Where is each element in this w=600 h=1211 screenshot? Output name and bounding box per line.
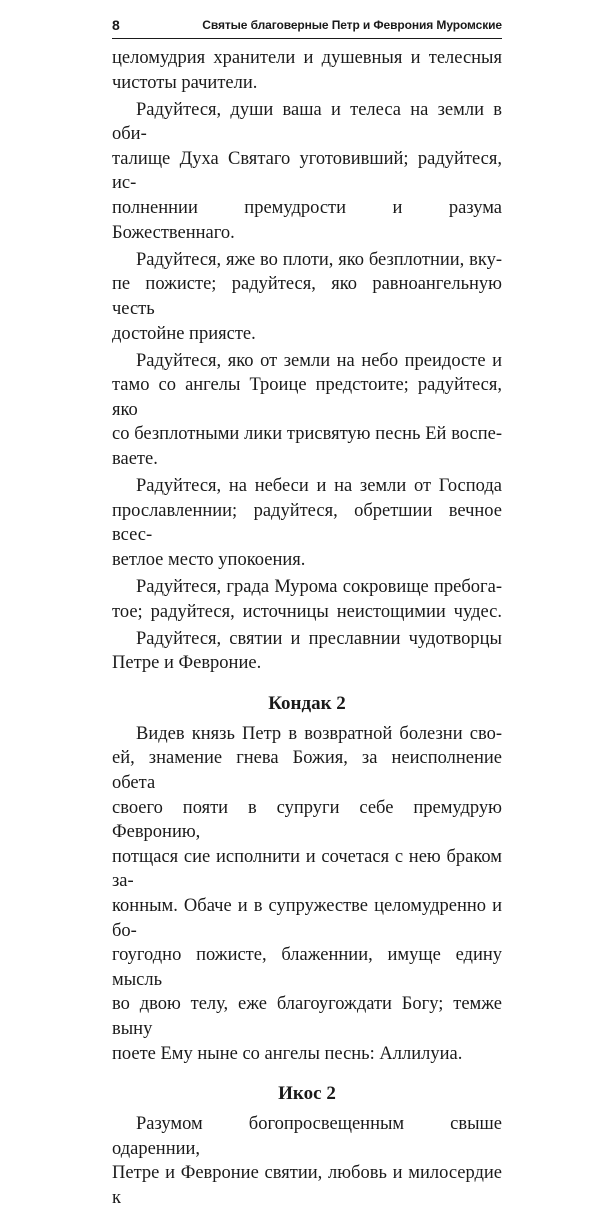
kondak-paragraph (112, 722, 502, 1066)
paragraph (112, 349, 502, 472)
section-akathist-continuation (112, 46, 502, 676)
paragraph (112, 627, 502, 676)
text-line: Петре и Февроние. (112, 653, 262, 674)
text-line: прославленнии; радуйтеся, обретшии вечное всес- (112, 500, 502, 546)
paragraph (112, 98, 502, 246)
text-line: Радуйтеся, души ваша и телеса на земли в оби- (112, 99, 502, 145)
text-line: целомудрия хранители и душевныя и телесныя (112, 48, 502, 68)
text-line: чистоты рачители. (112, 72, 258, 93)
text-line: достойне приясте. (112, 323, 256, 344)
paragraph (112, 474, 502, 572)
text-line: Разумом богопросвещенным свыше одареннии, (112, 1114, 502, 1159)
text-line: ветлое место упокоения. (112, 549, 306, 570)
kondak-heading: Кондак 2 (268, 692, 346, 714)
text-line: своего пояти в супруги себе премудрую Февронию, (112, 797, 502, 843)
text-line: гоугодно пожисте, блаженнии, имуще едину мысль (112, 945, 502, 990)
paragraph (112, 46, 502, 95)
paragraph (112, 575, 502, 624)
text-line: поете Ему ныне со ангелы песнь: Аллилуиа. (112, 1043, 463, 1064)
text-line: талище Духа Святаго уготовивший; радуйтеся, ис- (112, 148, 502, 194)
text-line: Петре и Февроние святии, любовь и милосердие к (112, 1163, 502, 1208)
text-line: конным. Обаче и в супружестве целомудренно и бо- (112, 896, 502, 941)
running-head-title: Святые благоверные Петр и Феврония Муромские (202, 18, 502, 32)
text-line: тое; радуйтеся, источницы неистощимии чудес. (112, 601, 502, 622)
text-line: пе пожисте; радуйтеся, яко равноангельную честь (112, 274, 502, 319)
text-line: полненнии премудрости и разума Божественнаго. (112, 198, 502, 243)
text-line: Радуйтеся, яже во плоти, яко безплотнии, вку- (136, 249, 502, 270)
paragraph (112, 248, 502, 346)
text-line: Радуйтеся, на небеси и на земли от Господа (136, 476, 502, 497)
ikos-heading: Икос 2 (278, 1083, 336, 1105)
text-line: со безплотными лики трисвятую песнь Ей воспе- (112, 424, 502, 445)
ikos-paragraph (112, 1112, 502, 1210)
running-head (112, 14, 502, 39)
text-line: Видев князь Петр в возвратной болезни сво- (136, 723, 502, 744)
text-block (112, 46, 502, 1211)
page-number: 8 (112, 17, 120, 33)
text-line: потщася сие исполнити и сочетася с нею браком за- (112, 846, 502, 892)
text-line: ваете. (112, 449, 158, 469)
text-line: Радуйтеся, града Мурома сокровище пребога- (136, 576, 502, 597)
text-line: ей, знамение гнева Божия, за неисполнение обета (112, 748, 502, 794)
text-line: Радуйтеся, яко от земли на небо преидосте и (136, 350, 502, 371)
text-line: во двою телу, еже благоугождати Богу; темже выну (112, 994, 502, 1039)
text-line: Радуйтеся, святии и преславнии чудотворцы (136, 628, 502, 649)
text-line: тамо со ангелы Троице предстоите; радуйтеся, яко (112, 375, 502, 420)
